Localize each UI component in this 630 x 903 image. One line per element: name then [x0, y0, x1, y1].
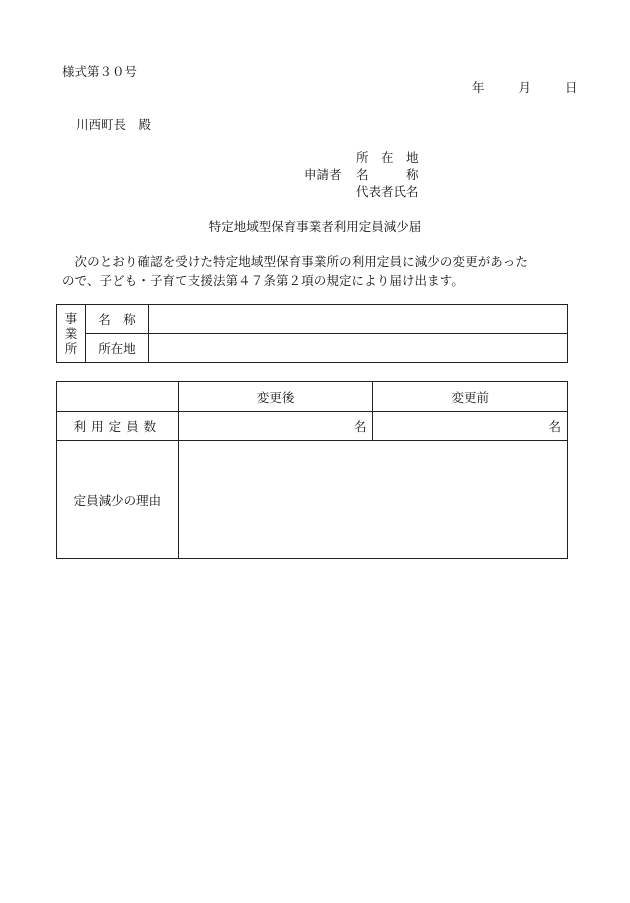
office-section-label — [57, 305, 86, 363]
date-line — [472, 80, 578, 96]
office-section-char-2: 業 — [64, 326, 78, 341]
body-line-1: 次のとおり確認を受けた特定地域型保育事業所の利用定員に減少の変更があった — [74, 254, 528, 269]
change-table-corner — [57, 382, 179, 412]
office-table — [56, 304, 568, 363]
body-text — [62, 252, 572, 290]
addressee: 川西町長 殿 — [76, 117, 152, 132]
office-address-field[interactable] — [149, 334, 568, 363]
applicant-address-label: 所 在 地 — [356, 150, 419, 165]
form-number: 様式第３０号 — [62, 64, 138, 79]
date-day: 日 — [565, 80, 578, 95]
reason-field[interactable] — [178, 441, 567, 559]
date-month: 月 — [518, 80, 532, 95]
office-name-label: 名 称 — [86, 305, 149, 334]
body-line-2: ので、子ども・子育て支援法第４７条第２項の規定により届け出ます。 — [62, 273, 464, 288]
capacity-label: 利用定員数 — [57, 412, 179, 441]
applicant-representative-label: 代表者氏名 — [356, 184, 419, 199]
capacity-after-field[interactable] — [178, 412, 373, 441]
capacity-before-field[interactable] — [373, 412, 568, 441]
office-address-label: 所在地 — [86, 334, 149, 363]
applicant-label: 申請者 — [304, 167, 342, 182]
office-name-field[interactable] — [149, 305, 568, 334]
change-table — [56, 381, 568, 559]
office-section-char-3: 所 — [64, 341, 78, 356]
reason-label: 定員減少の理由 — [57, 441, 179, 559]
capacity-after-unit: 名 — [353, 419, 367, 434]
header-before: 変更前 — [373, 382, 568, 412]
office-section-char-1: 事 — [64, 311, 78, 326]
date-year: 年 — [472, 80, 485, 95]
applicant-name-label: 名 称 — [356, 167, 419, 182]
capacity-before-unit: 名 — [548, 419, 561, 434]
header-after: 変更後 — [178, 382, 373, 412]
document-title: 特定地域型保育事業者利用定員減少届 — [208, 219, 422, 234]
